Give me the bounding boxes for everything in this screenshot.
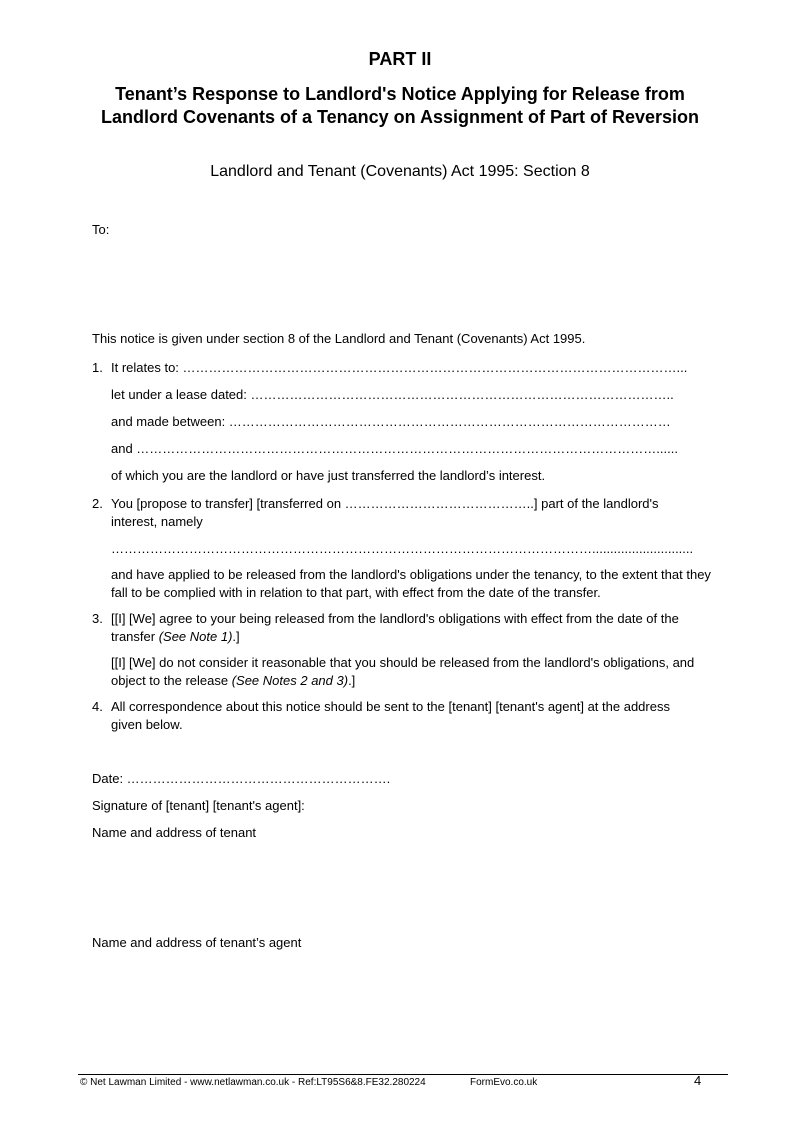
- agree-text: [[I] [We] agree to your being released from the landlord's obligations with effect from the date of the transfer (See Note 1).]: [111, 611, 679, 644]
- object-text: [[I] [We] do not consider it reasonable that you should be released from the landlord's obligations, and object to the release (See Notes 2 and 3).]: [111, 655, 695, 688]
- intro-text: This notice is given under section 8 of the Landlord and Tenant (Covenants) Act 1995.: [92, 331, 586, 346]
- footer-rule: [78, 1074, 728, 1075]
- agent-name-address-label: Name and address of tenant’s agent: [92, 935, 302, 950]
- to-label: To:: [92, 222, 110, 237]
- notes2-3-ref: (See Notes 2 and 3): [231, 673, 349, 688]
- item2-number: 2.: [92, 496, 103, 511]
- signature-label: Signature of [tenant] [tenant's agent]:: [92, 798, 305, 813]
- page-title: Tenant’s Response to Landlord's Notice Applying for Release from Landlord Covenants of a Tenancy on Assignment of Part of Reversion: [100, 84, 700, 127]
- item1-number: 1.: [92, 360, 103, 375]
- transfer-text: You [propose to transfer] [transferred on ……………………………………..] part of the landlord's interest, namely: [111, 496, 659, 529]
- applied-text: and have applied to be released from the landlord's obligations under the tenancy, to the extent that they fall to be complied with in relation to that part, with effect from the date of the transfer.: [111, 567, 711, 600]
- landlord-of-text: of which you are the landlord or have just transferred the landlord’s interest.: [111, 468, 546, 483]
- item4-number: 4.: [92, 699, 103, 714]
- made-between-line: and made between: …………………………………………………………………………………………: [111, 414, 671, 429]
- date-line: Date: …………………………………………………….: [92, 771, 391, 786]
- and-line: and …………………………………………………………………………………………………………......: [111, 441, 678, 456]
- footer-site: FormEvo.co.uk: [470, 1077, 538, 1088]
- relates-to-line: It relates to: ……………………………………………………………………………………………………...: [111, 360, 688, 375]
- footer-copyright: © Net Lawman Limited - www.netlawman.co.uk - Ref:LT95S6&8.FE32.280224: [80, 1077, 426, 1088]
- item3-number: 3.: [92, 611, 103, 626]
- transfer-dots-line: …………………………………………………………………………………………………............................: [111, 541, 694, 556]
- page-number: 4: [694, 1073, 702, 1088]
- lease-dated-line: let under a lease dated: ……………………………………………………………………………………..: [111, 387, 674, 402]
- correspondence-text: All correspondence about this notice should be sent to the [tenant] [tenant's agent] at the address given below.: [111, 699, 670, 732]
- act-subtitle: Landlord and Tenant (Covenants) Act 1995: Section 8: [210, 163, 590, 180]
- tenant-name-address-label: Name and address of tenant: [92, 825, 257, 840]
- part-heading: PART II: [368, 49, 432, 69]
- note1-ref: (See Note 1): [158, 629, 233, 644]
